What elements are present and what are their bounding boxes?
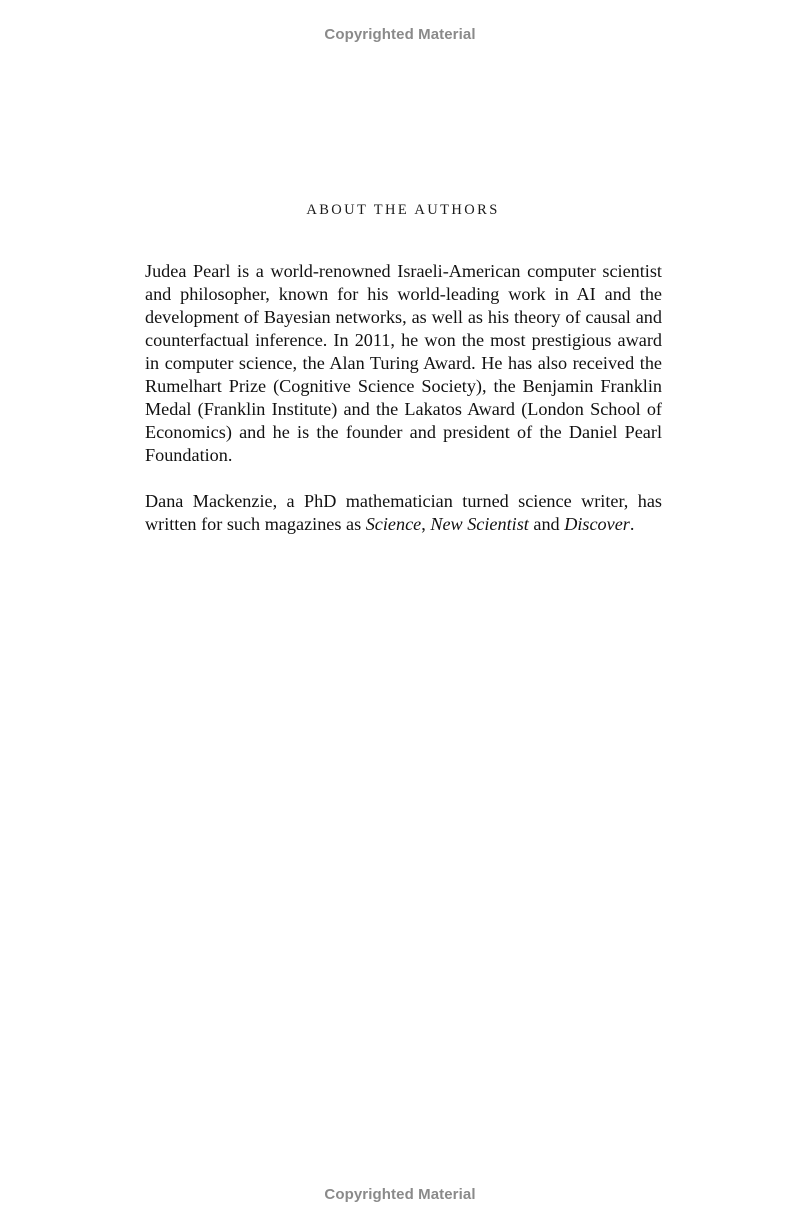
magazine-new-scientist: New Scientist	[430, 514, 529, 534]
copyright-watermark-top: Copyrighted Material	[324, 26, 476, 43]
bio-mackenzie-sep1: ,	[421, 514, 431, 534]
author-bios	[145, 260, 662, 536]
magazine-discover: Discover	[564, 514, 630, 534]
page-heading: ABOUT THE AUTHORS	[306, 202, 500, 218]
bio-judea-pearl: Judea Pearl is a world-renowned Israeli-American computer scientist and philosopher, known for his world-leading work in AI and the development of Bayesian networks, as well as his theory of causal and counterfactual inference. In 2011, he won the most prestigious award in computer science, the Alan Turing Award. He has also received the Rumelhart Prize (Cognitive Science Society), the Benjamin Franklin Medal (Franklin Institute) and the Lakatos Award (London School of Economics) and he is the founder and president of the Daniel Pearl Foundation.	[145, 261, 662, 465]
bio-mackenzie-end: .	[629, 514, 635, 534]
magazine-science: Science	[365, 514, 422, 534]
bio-mackenzie-sep2: and	[528, 514, 565, 534]
copyright-watermark-bottom: Copyrighted Material	[324, 1186, 476, 1203]
bio-mackenzie-intro: Dana Mackenzie, a PhD mathematician turned science writer, has written for such magazines as	[145, 491, 662, 534]
bio-dana-mackenzie	[145, 490, 662, 536]
